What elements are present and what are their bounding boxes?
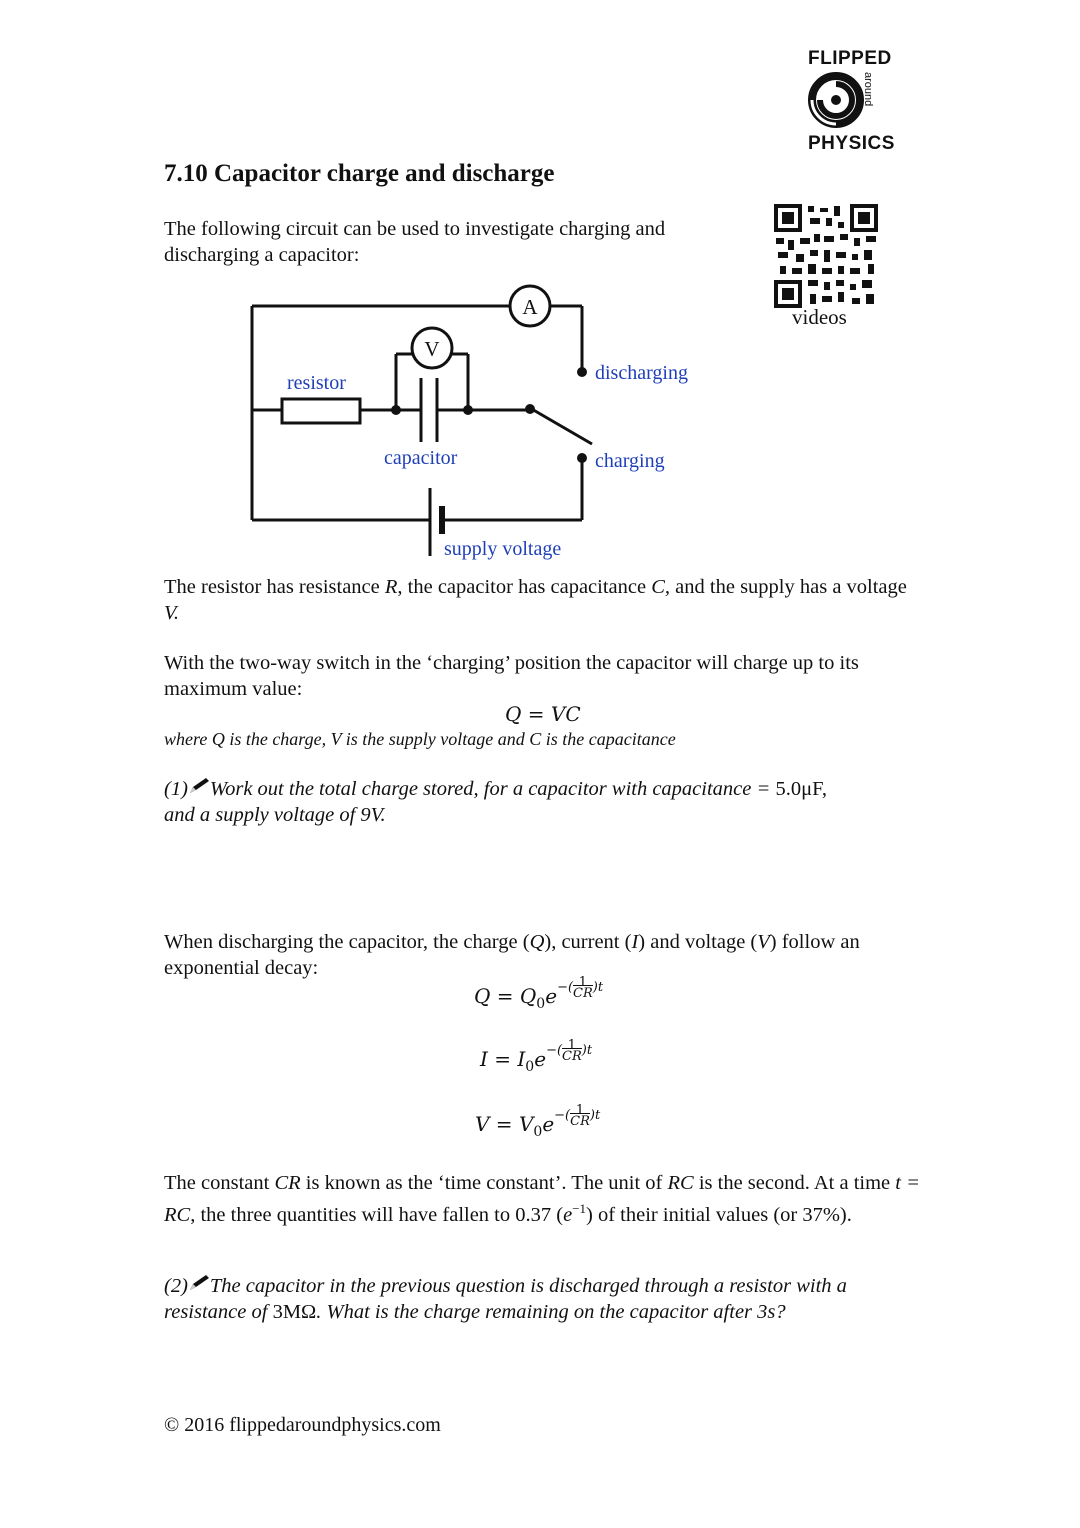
supply-voltage-label: supply voltage [444, 538, 562, 560]
question-1: (1) Work out the total charge stored, for a capacitor with capacitance = 5.0μF, and a supply voltage of 9V. [164, 778, 827, 826]
charging-paragraph: With the two-way switch in the ‘charging’ position the capacitor will charge up to its maximum value: [164, 652, 859, 700]
equation-note: where Q is the charge, V is the supply voltage and C is the capacitance [164, 729, 676, 749]
decay-paragraph: When discharging the capacitor, the charge (Q), current (I) and voltage (V) follow an exponential decay: [164, 931, 860, 979]
logo-top-text: FLIPPED [808, 48, 892, 69]
logo-side-text: around [862, 72, 874, 107]
charge-equation: Q = VC [505, 702, 581, 726]
pencil-icon [188, 777, 210, 795]
voltage-decay-equation: $V = V_0e^{-( 1 CR)t}$ [475, 1102, 601, 1140]
resistor-symbol [282, 399, 360, 423]
resistance-paragraph: The resistor has resistance R, the capacitor has capacitance C, and the supply has a voltage V. [164, 576, 907, 624]
voltmeter-label: V [424, 337, 440, 361]
question-2: (2) The capacitor in the previous question is discharged through a resistor with a resistance of 3MΩ. What is the charge remaining on the capacitor after 3s? [164, 1275, 847, 1323]
resistor-label: resistor [287, 372, 346, 394]
charging-label: charging [595, 450, 665, 472]
qr-caption: videos [792, 305, 847, 329]
pencil-icon [188, 1274, 210, 1292]
discharging-label: discharging [595, 362, 688, 384]
copyright-footer: © 2016 flippedaroundphysics.com [164, 1414, 441, 1436]
current-decay-equation: $I = I_0e^{-( 1 CR)t}$ [480, 1037, 593, 1075]
time-constant-paragraph: The constant CR is known as the ‘time constant’. The unit of RC is the second. At a time t = RC, the three quantities will have fallen to 0.37 $(e^{-1})$ of their initial values (or 37%). [164, 1172, 920, 1226]
qr-code-icon[interactable] [774, 204, 878, 308]
logo-bottom-text: PHYSICS [808, 133, 895, 154]
ammeter-label: A [522, 295, 538, 319]
circuit-diagram [240, 282, 720, 572]
capacitor-label: capacitor [384, 447, 458, 469]
page-title: 7.10 Capacitor charge and discharge [164, 160, 555, 187]
intro-paragraph: The following circuit can be used to investigate charging and discharging a capacitor: [164, 218, 666, 266]
charge-decay-equation: $Q = Q_0e^{-( 1 CR)t}$ [474, 974, 604, 1012]
